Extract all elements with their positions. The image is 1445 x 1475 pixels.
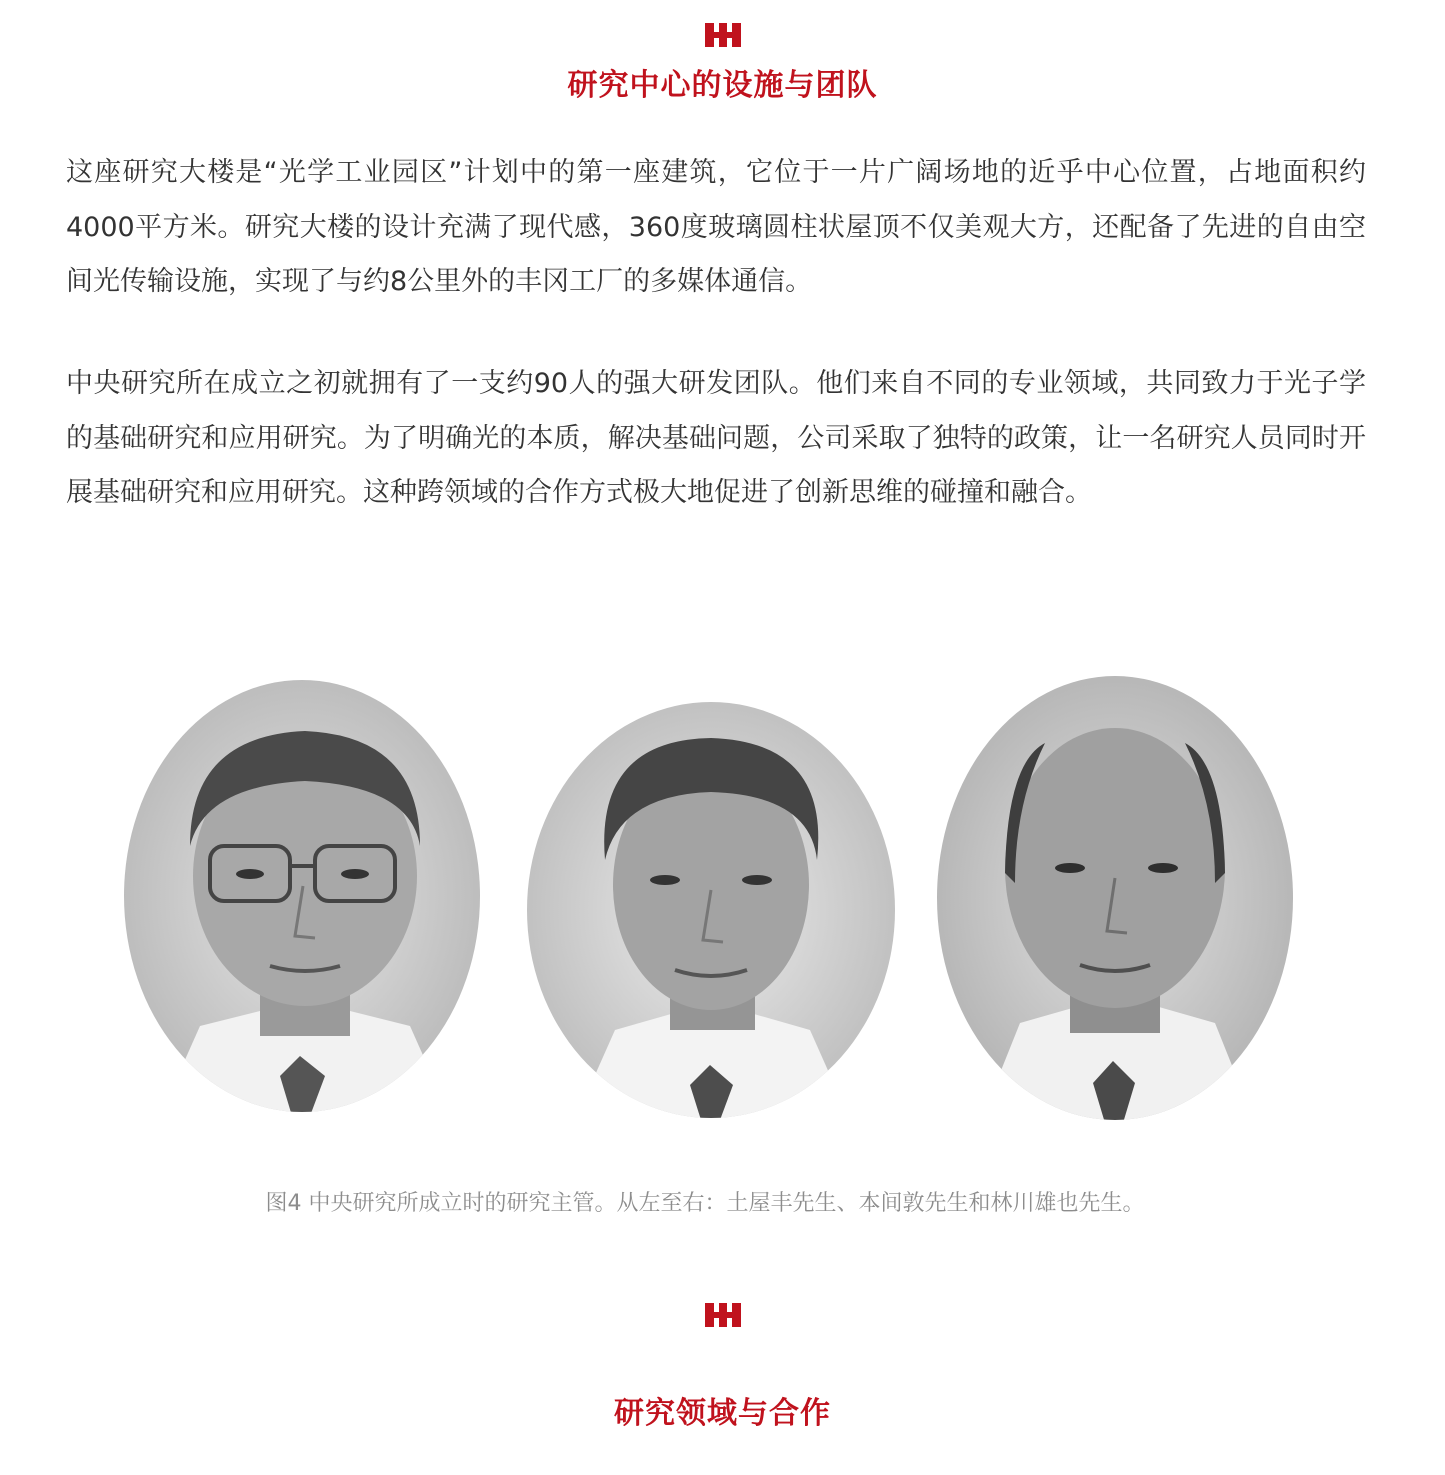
- portrait-photo-icon: [525, 700, 897, 1120]
- section-title: 研究中心的设施与团队: [567, 68, 878, 103]
- figure-caption: 图4 中央研究所成立时的研究主管。从左至右：土屋丰先生、本间敦先生和林川雄也先生。: [265, 1191, 1145, 1216]
- section-title: 研究领域与合作: [614, 1396, 831, 1431]
- portrait-photo-icon: [120, 676, 485, 1116]
- portrait-photo-icon: [935, 673, 1295, 1123]
- body-paragraph: 这座研究大楼是“光学工业园区”计划中的第一座建筑，它位于一片广阔场地的近乎中心位置，占地面积约4000平方米。研究大楼的设计充满了现代感，360度玻璃圆柱状屋顶不仅美观大方，还配备了先进的自由空间光传输设施，实现了与约8公里外的丰冈工厂的多媒体通信。: [66, 157, 1366, 297]
- portrait-figure: [120, 668, 1325, 1130]
- h-logo-icon: [705, 23, 741, 47]
- h-logo-icon: [705, 1303, 741, 1327]
- body-paragraph: 中央研究所在成立之初就拥有了一支约90人的强大研发团队。他们来自不同的专业领域，共同致力于光子学的基础研究和应用研究。为了明确光的本质，解决基础问题，公司采取了独特的政策，让一名研究人员同时开展基础研究和应用研究。这种跨领域的合作方式极大地促进了创新思维的碰撞和融合。: [66, 368, 1366, 508]
